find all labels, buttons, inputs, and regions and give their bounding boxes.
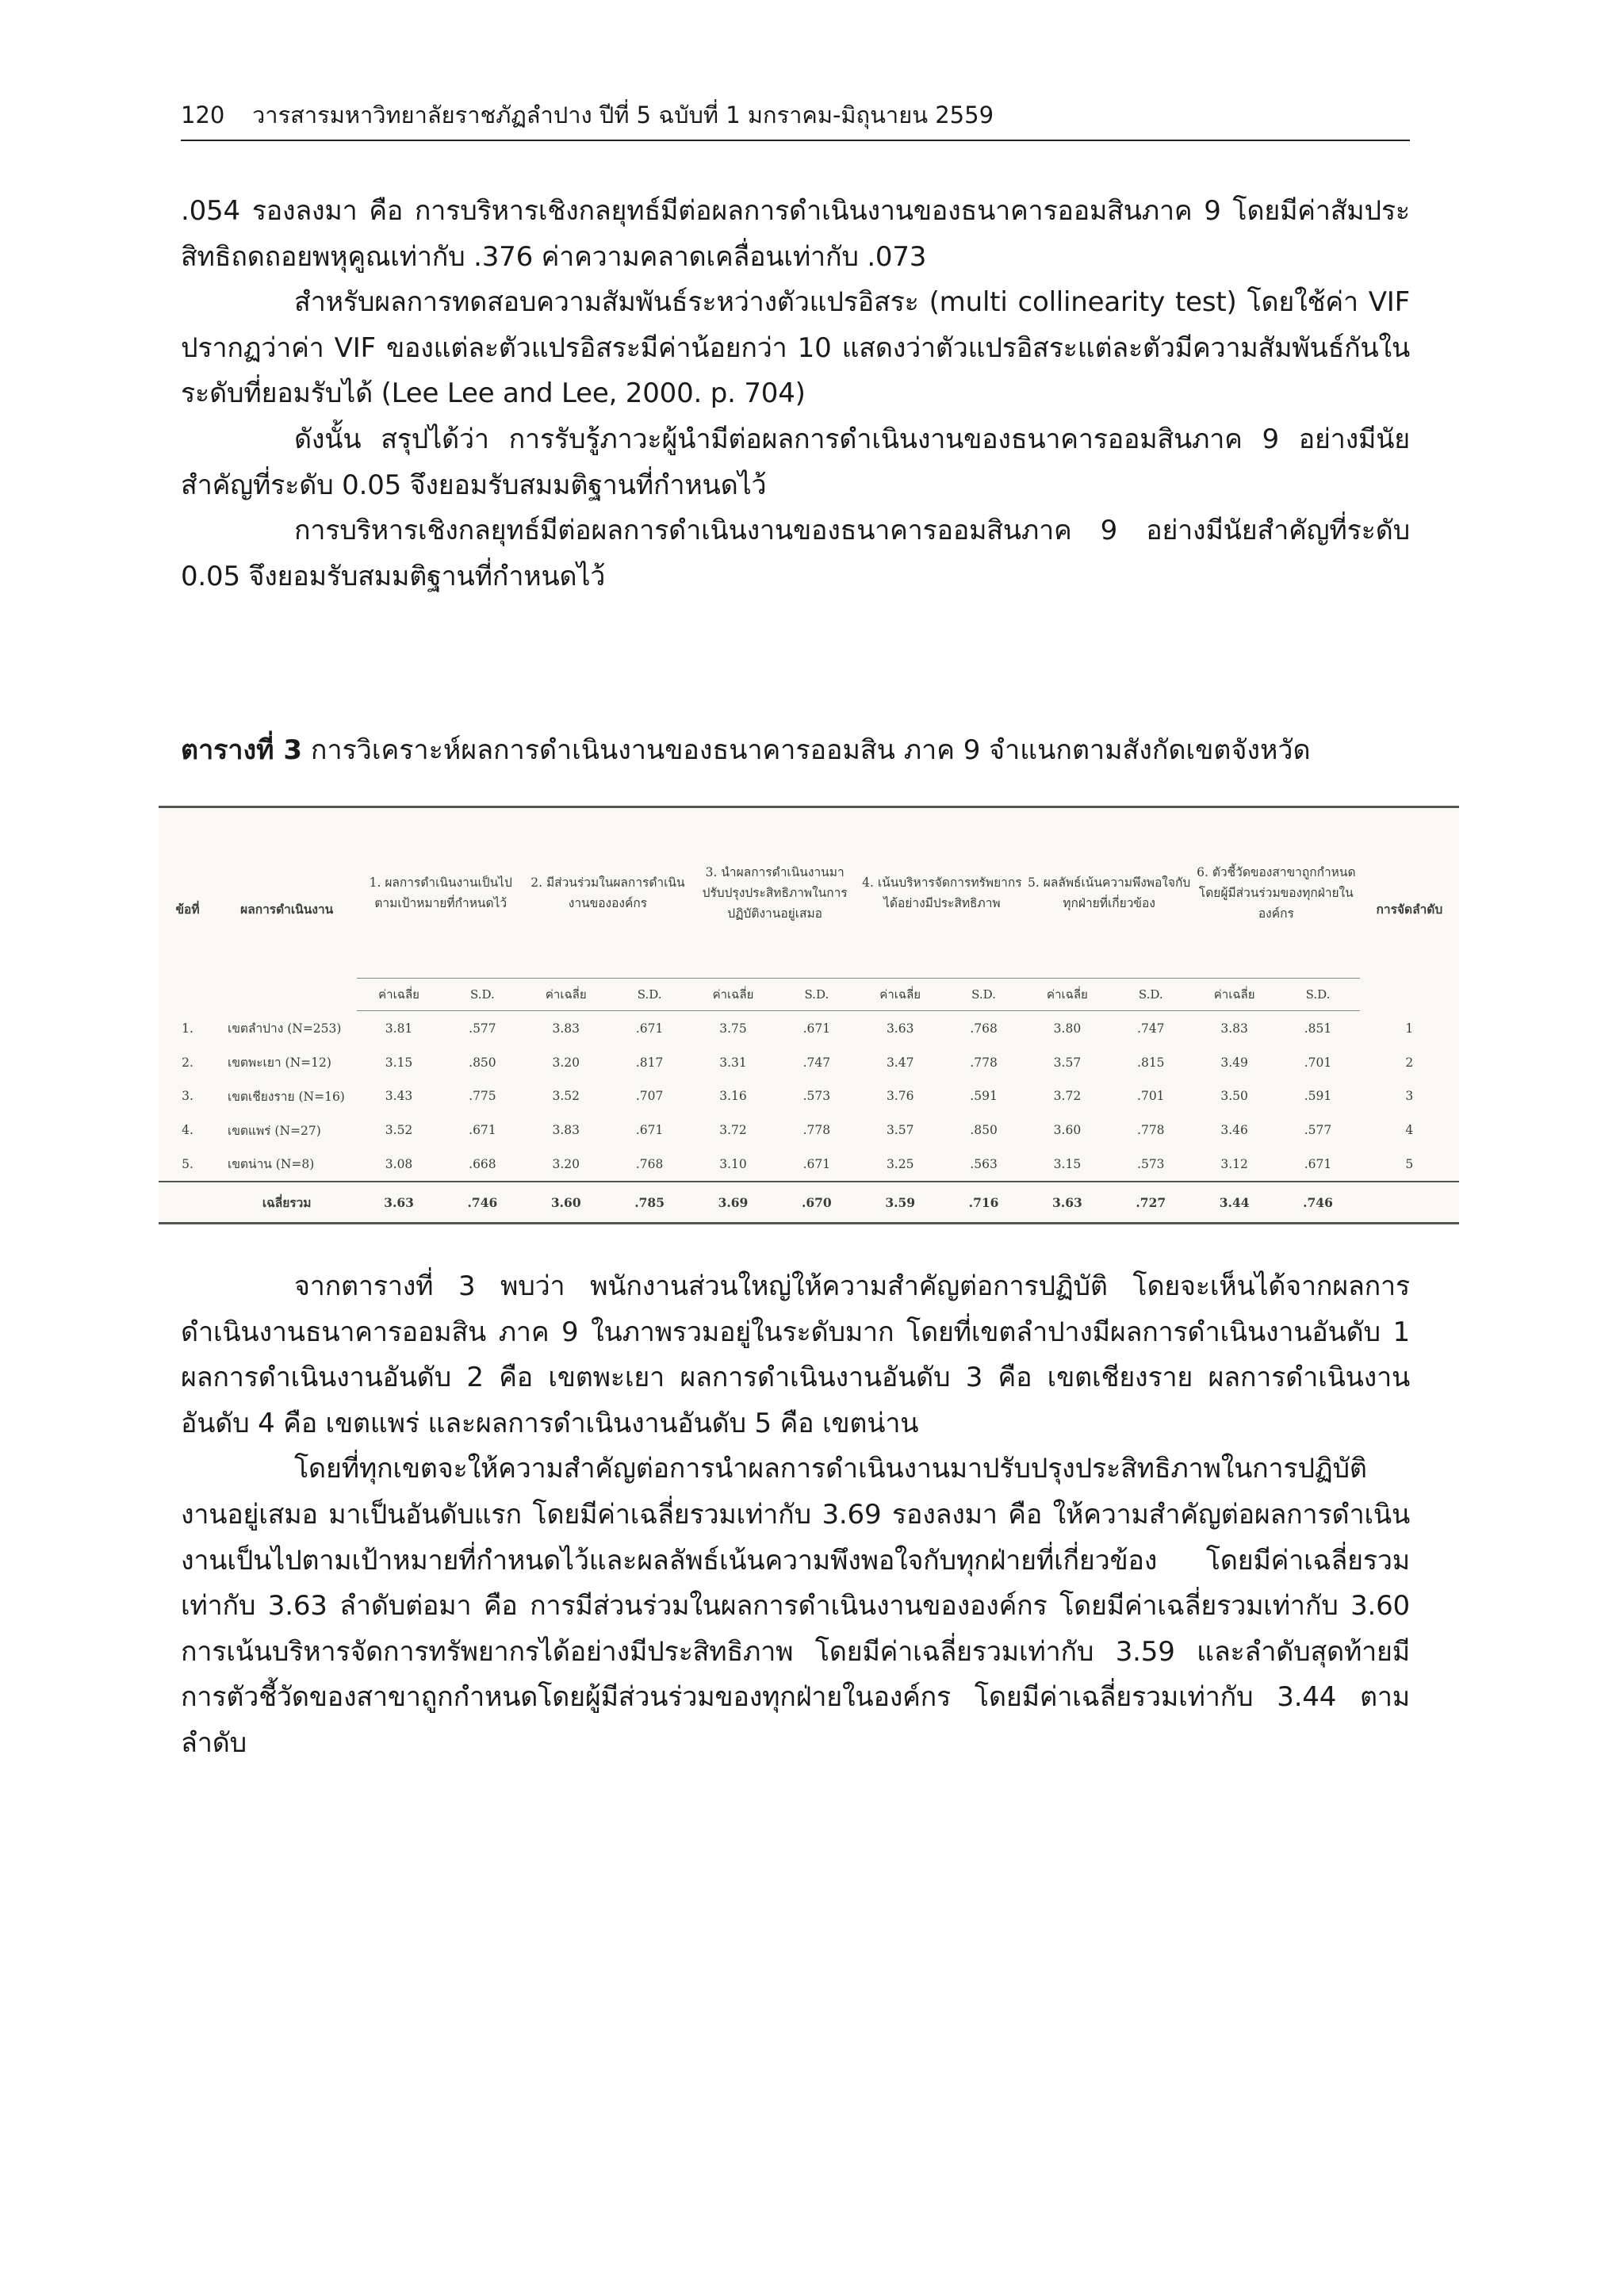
cell-value: .747	[802, 1055, 831, 1070]
total-value: .746	[441, 1182, 524, 1223]
cell-value: .671	[635, 1021, 664, 1036]
rank-value: 5	[1405, 1156, 1414, 1171]
page-number: 120	[181, 102, 225, 128]
row-number: 2.	[182, 1055, 193, 1070]
cell-value: 3.83	[1220, 1021, 1248, 1036]
cell-value: 3.83	[552, 1123, 580, 1138]
sd-subheader: S.D.	[1276, 978, 1359, 1011]
paragraph-3: ดังนั้น สรุปได้ว่า การรับรู้ภาวะผู้นำมีต่อผลการดำเนินงานของธนาคารออมสินภาค 9 อย่างมีนัยสำคัญที่ระดับ 0.05 จึงยอมรับสมมติฐานที่กำหนดไว้	[181, 423, 1410, 501]
cell-value: .701	[1137, 1089, 1165, 1104]
cell-value: 3.57	[1053, 1055, 1082, 1070]
cell-value: .671	[1304, 1156, 1332, 1171]
table-caption	[181, 726, 1418, 774]
total-value: 3.63	[1025, 1182, 1109, 1223]
cell-value: 3.76	[886, 1089, 914, 1104]
cell-value: 3.80	[1053, 1021, 1082, 1036]
table-row	[159, 1147, 1459, 1182]
running-header	[181, 94, 1410, 136]
cell-value: 3.47	[886, 1055, 914, 1070]
mean-subheader: ค่าเฉลี่ย	[859, 978, 942, 1011]
sd-subheader: S.D.	[942, 978, 1025, 1011]
region-name: เขตลำปาง (N=253)	[228, 1021, 342, 1036]
cell-value: 3.25	[886, 1156, 914, 1171]
mean-subheader: ค่าเฉลี่ย	[691, 978, 775, 1011]
cell-value: .747	[1137, 1021, 1165, 1036]
total-value: .727	[1109, 1182, 1193, 1223]
cell-value: .671	[469, 1123, 496, 1138]
results-table	[159, 806, 1459, 1224]
dim-1-header: 1. ผลการดำเนินงานเป็นไปตามเป้าหมายที่กำหนดไว้	[369, 875, 512, 910]
dim-6-header: 6. ตัวชี้วัดของสาขาถูกกำหนดโดยผู้มีส่วนร่วมของทุกฝ่ายในองค์กร	[1197, 864, 1356, 921]
cell-value: 3.63	[886, 1021, 914, 1036]
rank-value: 2	[1405, 1055, 1414, 1070]
cell-value: .850	[970, 1123, 998, 1138]
total-value: 3.60	[524, 1182, 607, 1223]
cell-value: .851	[1304, 1021, 1332, 1036]
cell-value: 3.15	[1053, 1156, 1082, 1171]
cell-value: .591	[1304, 1089, 1332, 1104]
total-value: .785	[607, 1182, 691, 1223]
cell-value: 3.75	[719, 1021, 747, 1036]
cell-value: 3.57	[886, 1123, 914, 1138]
cell-value: 3.20	[552, 1156, 580, 1171]
mean-subheader: ค่าเฉลี่ย	[1025, 978, 1109, 1011]
dim-2-header: 2. มีส่วนร่วมในผลการดำเนินงานขององค์กร	[530, 875, 685, 910]
total-value: .670	[775, 1182, 858, 1223]
row-number: 4.	[182, 1123, 193, 1138]
table-row	[159, 1011, 1459, 1045]
cell-value: 3.52	[385, 1123, 413, 1138]
cell-value: .850	[469, 1055, 496, 1070]
region-name: เขตแพร่ (N=27)	[228, 1123, 321, 1138]
mean-subheader: ค่าเฉลี่ย	[357, 978, 440, 1011]
region-name: เขตน่าน (N=8)	[228, 1157, 315, 1172]
total-label: เฉลี่ยรวม	[216, 1182, 357, 1223]
cell-value: .775	[469, 1089, 496, 1104]
journal-title: วารสารมหาวิทยาลัยราชภัฏลำปาง ปีที่ 5 ฉบับที่ 1 มกราคม-มิถุนายน 2559	[252, 102, 994, 128]
cell-value: 3.81	[385, 1021, 413, 1036]
header-rule	[181, 140, 1410, 141]
total-value: 3.44	[1193, 1182, 1276, 1223]
cell-value: .671	[802, 1021, 831, 1036]
cell-value: 3.20	[552, 1055, 580, 1070]
cell-value: .577	[469, 1021, 496, 1036]
paragraph-2: สำหรับผลการทดสอบความสัมพันธ์ระหว่างตัวแปรอิสระ (multi collinearity test) โดยใช้ค่า VIF ปรากฏว่าค่า VIF ของแต่ละตัวแปรอิสระมีค่าน้อยกว่า 10 แสดงว่าตัวแปรอิสระแต่ละตัวมีความสัมพันธ์กันในระดับที่ยอมรับได้ (Lee Lee and Lee, 2000. p. 704)	[181, 286, 1410, 410]
cell-value: .563	[970, 1156, 998, 1171]
total-value: 3.59	[859, 1182, 942, 1223]
row-number: 1.	[182, 1021, 193, 1036]
table-caption-label: ตารางที่ 3	[181, 734, 303, 766]
cell-value: 3.72	[1053, 1089, 1082, 1104]
cell-value: .671	[802, 1156, 831, 1171]
cell-value: 3.83	[552, 1021, 580, 1036]
table-header-row	[159, 807, 1459, 979]
cell-value: 3.52	[552, 1089, 580, 1104]
cell-value: 3.12	[1220, 1156, 1248, 1171]
row-number: 3.	[182, 1089, 193, 1104]
cell-value: 3.10	[719, 1156, 747, 1171]
cell-value: 3.49	[1220, 1055, 1248, 1070]
col-no-header: ข้อที่	[175, 901, 200, 917]
cell-value: .671	[635, 1123, 664, 1138]
rank-value: 3	[1405, 1089, 1414, 1104]
cell-value: 3.15	[385, 1055, 413, 1070]
cell-value: 3.50	[1220, 1089, 1248, 1104]
sd-subheader: S.D.	[441, 978, 524, 1011]
cell-value: 3.16	[719, 1089, 747, 1104]
mean-subheader: ค่าเฉลี่ย	[1193, 978, 1276, 1011]
row-number: 5.	[182, 1156, 193, 1171]
cell-value: 3.46	[1220, 1123, 1248, 1138]
cell-value: 3.72	[719, 1123, 747, 1138]
paragraph-5: จากตารางที่ 3 พบว่า พนักงานส่วนใหญ่ให้ความสำคัญต่อการปฏิบัติ โดยจะเห็นได้จากผลการดำเนินงานธนาคารออมสิน ภาค 9 ในภาพรวมอยู่ในระดับมาก โดยที่เขตลำปางมีผลการดำเนินงานอันดับ 1 ผลการดำเนินงานอันดับ 2 คือ เขตพะเยา ผลการดำเนินงานอันดับ 3 คือ เขตเชียงราย ผลการดำเนินงานอันดับ 4 คือ เขตแพร่ และผลการดำเนินงานอันดับ 5 คือ เขตน่าน	[181, 1270, 1410, 1439]
table-caption-text: การวิเคราะห์ผลการดำเนินงานของธนาคารออมสิน ภาค 9 จำแนกตามสังกัดเขตจังหวัด	[302, 734, 1311, 766]
dim-3-header: 3. นำผลการดำเนินงานมาปรับปรุงประสิทธิภาพในการปฏิบัติงานอยู่เสมอ	[702, 864, 848, 921]
mean-subheader: ค่าเฉลี่ย	[524, 978, 607, 1011]
cell-value: .701	[1304, 1055, 1332, 1070]
cell-value: .577	[1304, 1123, 1332, 1138]
col-rank-header: การจัดลำดับ	[1376, 901, 1443, 917]
cell-value: .778	[970, 1055, 998, 1070]
paragraph-6: โดยที่ทุกเขตจะให้ความสำคัญต่อการนำผลการดำเนินงานมาปรับปรุงประสิทธิภาพในการปฏิบัติงานอยู่เสมอ มาเป็นอันดับแรก โดยมีค่าเฉลี่ยรวมเท่ากับ 3.69 รองลงมา คือ ให้ความสำคัญต่อผลการดำเนินงานเป็นไปตามเป้าหมายที่กำหนดไว้และผลลัพธ์เน้นความพึงพอใจกับทุกฝ่ายที่เกี่ยวข้อง โดยมีค่าเฉลี่ยรวม เท่ากับ 3.63 ลำดับต่อมา คือ การมีส่วนร่วมในผลการดำเนินงานขององค์กร โดยมีค่าเฉลี่ยรวมเท่ากับ 3.60 การเน้นบริหารจัดการทรัพยากรได้อย่างมีประสิทธิภาพ โดยมีค่าเฉลี่ยรวมเท่ากับ 3.59 และลำดับสุดท้ายมีการตัวชี้วัดของสาขาถูกกำหนดโดยผู้มีส่วนร่วมของทุกฝ่ายในองค์กร โดยมีค่าเฉลี่ยรวมเท่ากับ 3.44 ตามลำดับ	[181, 1453, 1410, 1759]
cell-value: .768	[970, 1021, 998, 1036]
table-row	[159, 1113, 1459, 1148]
cell-value: .815	[1137, 1055, 1165, 1070]
cell-value: .573	[1137, 1156, 1165, 1171]
region-name: เขตพะเยา (N=12)	[228, 1056, 331, 1071]
table-row	[159, 1079, 1459, 1113]
cell-value: .668	[469, 1156, 496, 1171]
sd-subheader: S.D.	[607, 978, 691, 1011]
region-name: เขตเชียงราย (N=16)	[228, 1089, 345, 1104]
table-total-row	[159, 1182, 1459, 1223]
total-value: .716	[942, 1182, 1025, 1223]
total-value: 3.63	[357, 1182, 440, 1223]
sd-subheader: S.D.	[1109, 978, 1193, 1011]
cell-value: .817	[635, 1055, 664, 1070]
cell-value: .591	[970, 1089, 998, 1104]
total-value: .746	[1276, 1182, 1359, 1223]
rank-value: 1	[1405, 1021, 1414, 1036]
rank-value: 4	[1405, 1123, 1414, 1138]
cell-value: 3.31	[719, 1055, 747, 1070]
cell-value: 3.08	[385, 1156, 413, 1171]
cell-value: .778	[802, 1123, 831, 1138]
paragraph-4: การบริหารเชิงกลยุทธ์มีต่อผลการดำเนินงานของธนาคารออมสินภาค 9 อย่างมีนัยสำคัญที่ระดับ 0.05 จึงยอมรับสมมติฐานที่กำหนดไว้	[181, 515, 1410, 592]
cell-value: 3.60	[1053, 1123, 1082, 1138]
paragraph-1: .054 รองลงมา คือ การบริหารเชิงกลยุทธ์มีต่อผลการดำเนินงานของธนาคารออมสินภาค 9 โดยมีค่าสัมประสิทธิถดถอยพหุคูณเท่ากับ .376 ค่าความคลาดเคลื่อนเท่ากับ .073	[181, 195, 1410, 273]
sd-subheader: S.D.	[775, 978, 858, 1011]
cell-value: .707	[635, 1089, 664, 1104]
body-text-bottom	[181, 1264, 1410, 1767]
cell-value: .573	[802, 1089, 831, 1104]
dim-5-header: 5. ผลลัพธ์เน้นความพึงพอใจกับทุกฝ่ายที่เกี่ยวข้อง	[1028, 875, 1191, 910]
dim-4-header: 4. เน้นบริหารจัดการทรัพยากรได้อย่างมีประสิทธิภาพ	[862, 875, 1022, 910]
col-perf-header: ผลการดำเนินงาน	[240, 901, 334, 917]
table-row	[159, 1045, 1459, 1079]
cell-value: 3.43	[385, 1089, 413, 1104]
cell-value: .768	[635, 1156, 664, 1171]
body-text-top	[181, 189, 1410, 600]
total-value: 3.69	[691, 1182, 775, 1223]
cell-value: .778	[1137, 1123, 1165, 1138]
